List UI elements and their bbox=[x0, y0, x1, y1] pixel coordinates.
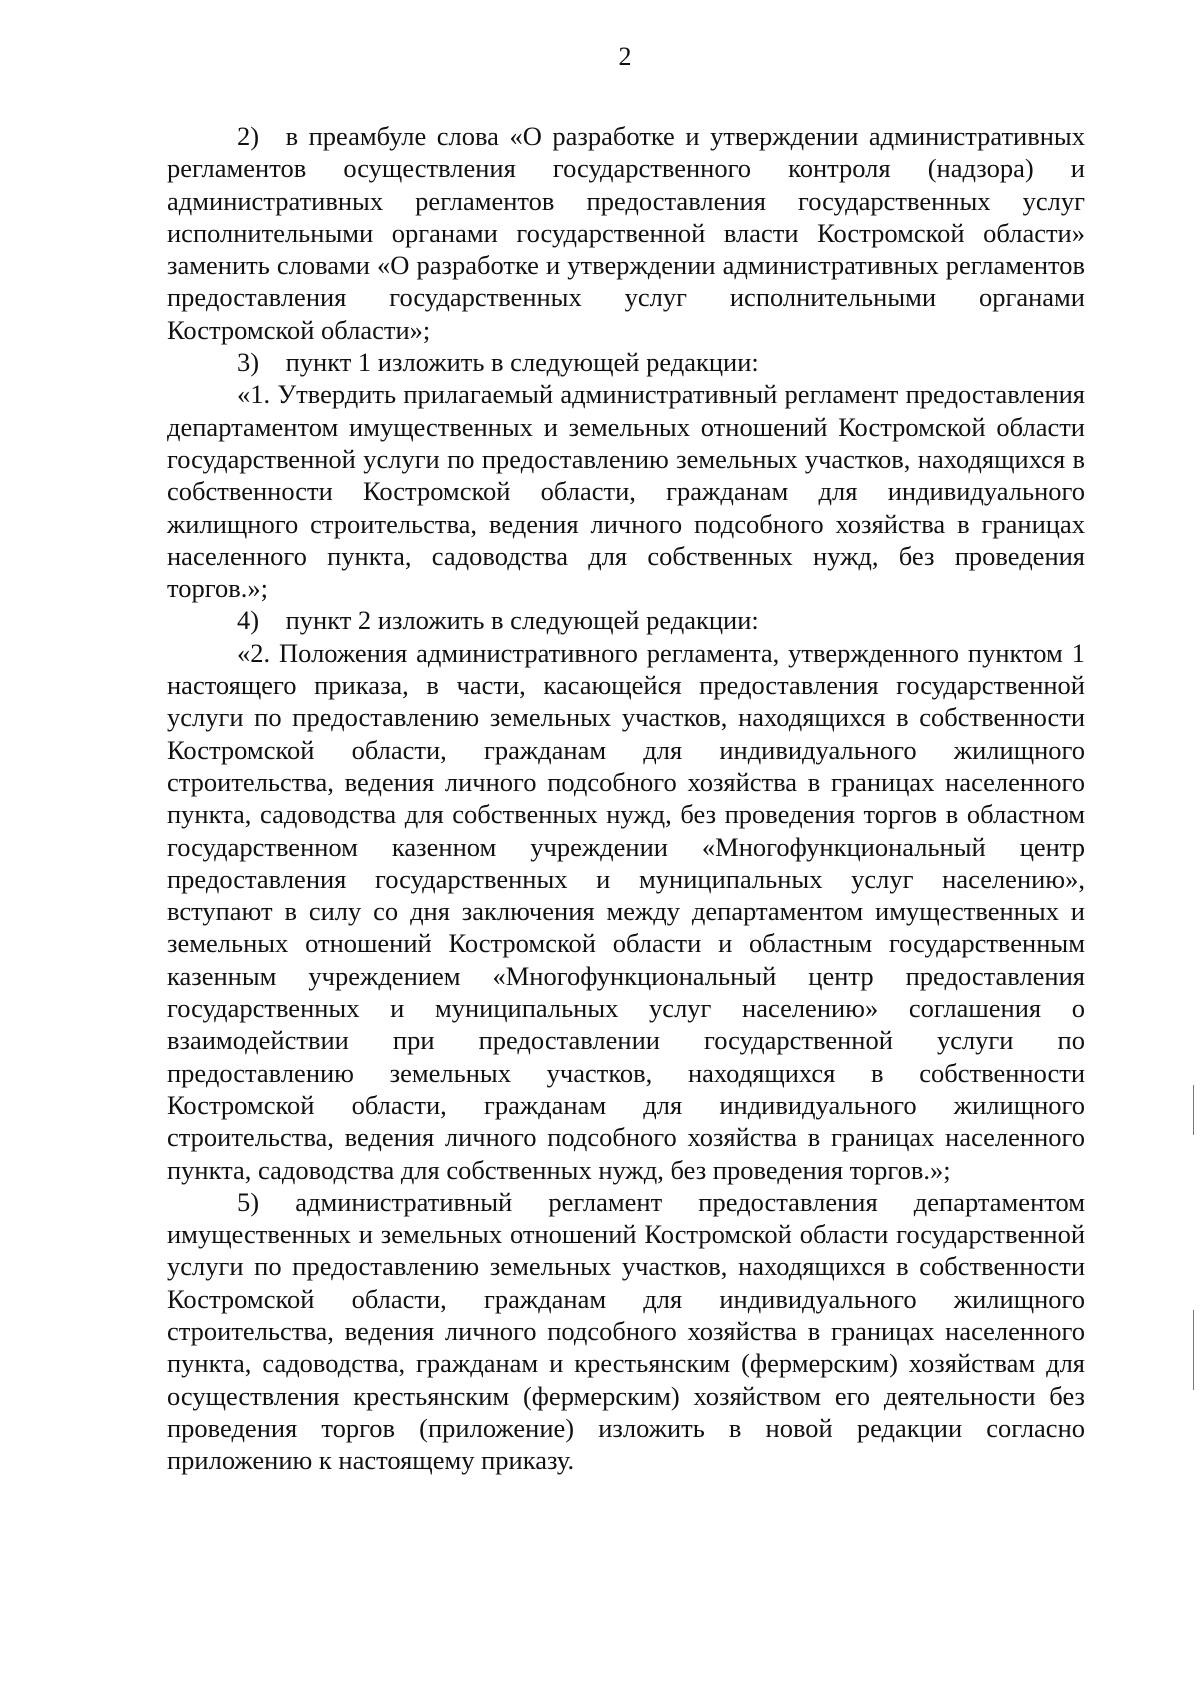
paragraph-item-3: 3) пункт 1 изложить в следующей редакции: bbox=[237, 347, 759, 378]
scan-edge-mark bbox=[1193, 1085, 1194, 1135]
paragraph-quoted-2: «2. Положения административного регламента, утвержденного пунктом 1 настоящего приказа, в части, касающейся предоставления государственной услуги по предоставлению земельных участков, находящихся в собственности Костромской области, гражданам для индивидуального жилищного строительства, ведения личного подсобного хозяйства в границах населенного пункта, садоводства для собственных нужд, без проведения торгов в областном государственном казенном учреждении «Многофункциональный центр предоставления государственных и муниципальных услуг населению», вступают в силу со дня заключения между департаментом имущественных и земельных отношений Костромской области и областным государственным казенным учреждением «Многофункциональный центр предоставления государственных и муниципальных услуг населению» соглашения о взаимодействии при предоставлении государственной услуги по предоставлению земельных участков, находящихся в собственности Костромской области, гражданам для индивидуального жилищного строительства, ведения личного подсобного хозяйства в границах населенного пункта, садоводства для собственных нужд, без проведения торгов.»; bbox=[167, 637, 1085, 1185]
scan-edge-mark bbox=[1193, 1310, 1194, 1390]
page-number: 2 bbox=[618, 42, 632, 71]
paragraph-item-5: 5) административный регламент предоставления департаментом имущественных и земельных отношений Костромской области государственной услуги по предоставлению земельных участков, находящихся в собственности Костромской области, гражданам для индивидуального жилищного строительства, ведения личного подсобного хозяйства в границах населенного пункта, садоводства, гражданам и крестьянским (фермерским) хозяйствам для осуществления крестьянским (фермерским) хозяйством его деятельности без проведения торгов (приложение) изложить в новой редакции согласно приложению к настоящему приказу. bbox=[167, 1186, 1085, 1476]
document-body bbox=[167, 120, 1085, 1476]
paragraph-item-2: 2) в преамбуле слова «О разработке и утверждении административных регламентов осуществления государственного контроля (надзора) и административных регламентов предоставления государственных услуг исполнительными органами государственной власти Костромской области» заменить словами «О разработке и утверждении административных регламентов предоставления государственных услуг исполнительными органами Костромской области»; bbox=[167, 121, 1085, 345]
paragraph-quoted-1: «1. Утвердить прилагаемый административный регламент предоставления департаментом имущественных и земельных отношений Костромской области государственной услуги по предоставлению земельных участков, находящихся в собственности Костромской области, гражданам для индивидуального жилищного строительства, ведения личного подсобного хозяйства в границах населенного пункта, садоводства для собственных нужд, без проведения торгов.»; bbox=[167, 379, 1085, 604]
paragraph-item-4: 4) пункт 2 изложить в следующей редакции: bbox=[237, 605, 759, 636]
